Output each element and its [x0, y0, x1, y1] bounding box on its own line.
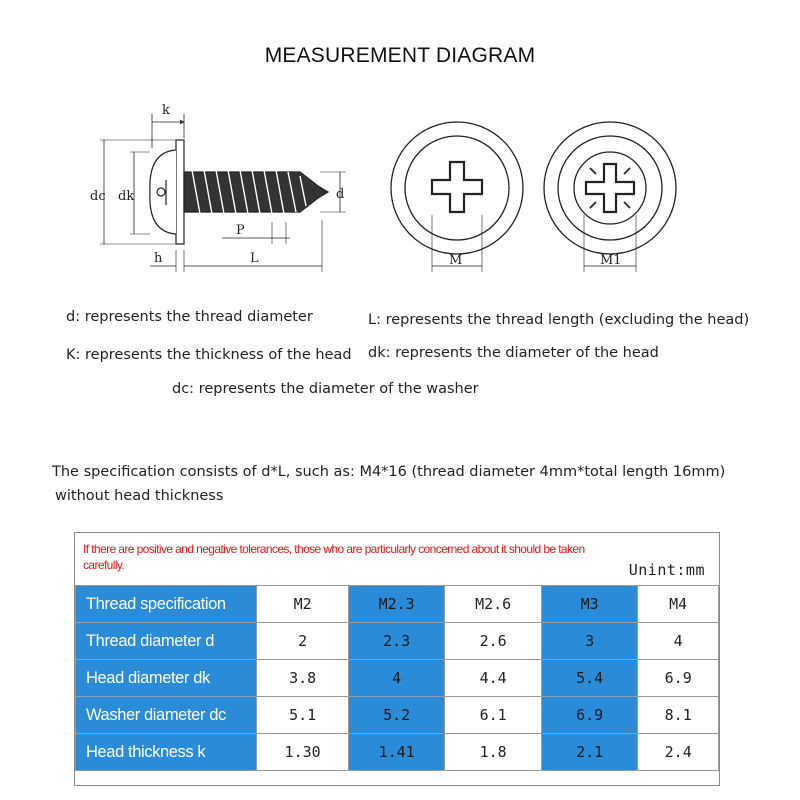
specification-table — [75, 585, 719, 771]
label-k: k — [162, 103, 170, 118]
row-header: Thread diameter d — [76, 623, 257, 660]
table-row — [76, 734, 719, 771]
table-cell: M3 — [541, 586, 637, 623]
row-header: Head diameter dk — [76, 660, 257, 697]
table-row — [76, 623, 719, 660]
row-header: Head thickness k — [76, 734, 257, 771]
table-cell: 2 — [257, 623, 349, 660]
table-cell: 8.1 — [638, 697, 719, 734]
table-cell: 3.8 — [257, 660, 349, 697]
screw-measurement-diagram — [0, 90, 800, 280]
definition-dc: dc: represents the diameter of the washer — [172, 381, 479, 397]
table-cell: 2.1 — [541, 734, 637, 771]
table-row — [76, 697, 719, 734]
table-cell: M4 — [638, 586, 719, 623]
row-header: Thread specification — [76, 586, 257, 623]
table-cell: 2.4 — [638, 734, 719, 771]
label-h: h — [154, 251, 163, 266]
label-dc: dc — [90, 189, 106, 204]
row-header: Washer diameter dc — [76, 697, 257, 734]
label-d: d — [336, 187, 345, 202]
table-cell: M2.3 — [348, 586, 445, 623]
screw-side-view — [100, 114, 346, 272]
definition-dk: dk: represents the diameter of the head — [368, 345, 659, 361]
table-row — [76, 586, 719, 623]
label-m1: M1 — [600, 253, 622, 268]
specification-note-line2: without head thickness — [55, 488, 224, 504]
table-cell: 4.4 — [445, 660, 542, 697]
definition-d: d: represents the thread diameter — [66, 309, 313, 325]
table-cell: 5.1 — [257, 697, 349, 734]
table-cell: 1.41 — [348, 734, 445, 771]
specification-note-line1: The specification consists of d*L, such as: M4*16 (thread diameter 4mm*total length 16mm) — [52, 464, 726, 480]
phillips-head-front-view — [391, 122, 523, 272]
table-cell: 1.8 — [445, 734, 542, 771]
specification-table-panel — [74, 532, 720, 786]
table-cell: M2 — [257, 586, 349, 623]
label-dk: dk — [118, 189, 135, 204]
table-cell: 2.6 — [445, 623, 542, 660]
table-cell: 5.4 — [541, 660, 637, 697]
table-cell: 2.3 — [348, 623, 445, 660]
unit-label: Unint:mm — [628, 561, 705, 579]
table-cell: 5.2 — [348, 697, 445, 734]
definition-l: L: represents the thread length (excluding the head) — [368, 312, 750, 328]
label-m: M — [449, 253, 463, 268]
table-cell: 3 — [541, 623, 637, 660]
label-l: L — [250, 251, 259, 266]
table-cell: 6.1 — [445, 697, 542, 734]
pozi-head-front-view — [544, 122, 676, 272]
definition-k: K: represents the thickness of the head — [66, 347, 352, 363]
table-cell: 4 — [638, 623, 719, 660]
table-cell: 4 — [348, 660, 445, 697]
label-p: P — [236, 223, 245, 238]
table-row — [76, 660, 719, 697]
table-cell: 1.30 — [257, 734, 349, 771]
tolerance-note: If there are positive and negative tolerances, those who are particularly concerned about it should be taken carefully. — [83, 542, 585, 572]
page-title: MEASUREMENT DIAGRAM — [264, 44, 536, 67]
table-cell: M2.6 — [445, 586, 542, 623]
table-cell: 6.9 — [541, 697, 637, 734]
table-cell: 6.9 — [638, 660, 719, 697]
